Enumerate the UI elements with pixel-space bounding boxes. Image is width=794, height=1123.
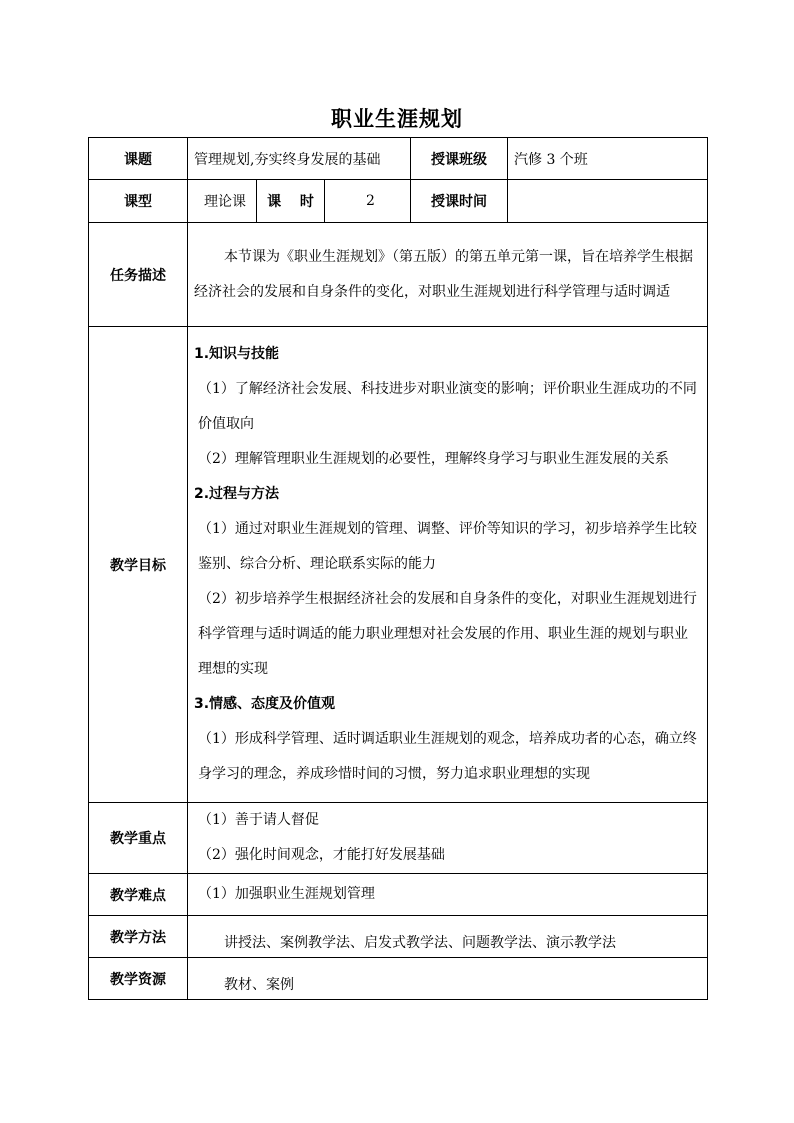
row-goals xyxy=(89,327,708,803)
focus-content xyxy=(188,803,708,874)
lesson-plan-table xyxy=(88,137,708,1000)
goals-s1-item-1: （1）了解经济社会发展、科技进步对职业演变的影响；评价职业生涯成功的不同价值取向 xyxy=(198,381,697,432)
label-focus: 教学重点 xyxy=(89,803,188,874)
difficulty-content xyxy=(188,874,708,916)
label-resources: 教学资源 xyxy=(89,958,188,1000)
row-difficulty xyxy=(89,874,708,916)
row-focus xyxy=(89,803,708,874)
methods-text: 讲授法、案例教学法、启发式教学法、问题教学法、演示教学法 xyxy=(188,916,708,958)
type-value: 理论课 xyxy=(188,180,257,223)
focus-item-1: （1）善于请人督促 xyxy=(198,812,319,828)
goals-section-2-title: 2.过程与方法 xyxy=(194,486,280,502)
class-value: 汽修 3 个班 xyxy=(508,138,708,180)
goals-s1-item-2: （2）理解管理职业生涯规划的必要性，理解终身学习与职业生涯发展的关系 xyxy=(198,451,669,467)
row-methods xyxy=(89,916,708,958)
row-task xyxy=(89,223,708,327)
time-value xyxy=(508,180,708,223)
task-text: 本节课为《职业生涯规划》（第五版）的第五单元第一课，旨在培养学生根据经济社会的发展和自身条件的变化，对职业生涯规划进行科学管理与适时调适 xyxy=(188,223,708,327)
goals-section-3-title: 3.情感、态度及价值观 xyxy=(194,696,336,712)
resources-text: 教材、案例 xyxy=(188,958,708,1000)
row-type xyxy=(89,180,708,223)
goals-content xyxy=(188,327,708,803)
topic-value: 管理规划,夯实终身发展的基础 xyxy=(188,138,411,180)
focus-item-2: （2）强化时间观念，才能打好发展基础 xyxy=(198,847,445,863)
document-title: 职业生涯规划 xyxy=(331,107,463,131)
label-topic: 课题 xyxy=(89,138,188,180)
goals-section-1-title: 1.知识与技能 xyxy=(194,346,280,362)
label-hours: 课 时 xyxy=(257,180,325,223)
hours-value: 2 xyxy=(325,180,411,223)
label-type: 课型 xyxy=(89,180,188,223)
goals-s2-item-1: （1）通过对职业生涯规划的管理、调整、评价等知识的学习，初步培养学生比较鉴别、综合分析、理论联系实际的能力 xyxy=(198,521,697,572)
row-topic xyxy=(89,138,708,180)
label-class: 授课班级 xyxy=(411,138,508,180)
difficulty-item-1: （1）加强职业生涯规划管理 xyxy=(198,886,375,902)
goals-s2-item-2: （2）初步培养学生根据经济社会的发展和自身条件的变化，对职业生涯规划进行科学管理与适时调适的能力职业理想对社会发展的作用、职业生涯的规划与职业理想的实现 xyxy=(198,591,697,677)
label-methods: 教学方法 xyxy=(89,916,188,958)
row-resources xyxy=(89,958,708,1000)
label-task: 任务描述 xyxy=(89,223,188,327)
label-difficulty: 教学难点 xyxy=(89,874,188,916)
label-time: 授课时间 xyxy=(411,180,508,223)
label-goals: 教学目标 xyxy=(89,327,188,803)
goals-s3-item-1: （1）形成科学管理、适时调适职业生涯规划的观念，培养成功者的心态，确立终身学习的理念，养成珍惜时间的习惯，努力追求职业理想的实现 xyxy=(198,731,697,782)
